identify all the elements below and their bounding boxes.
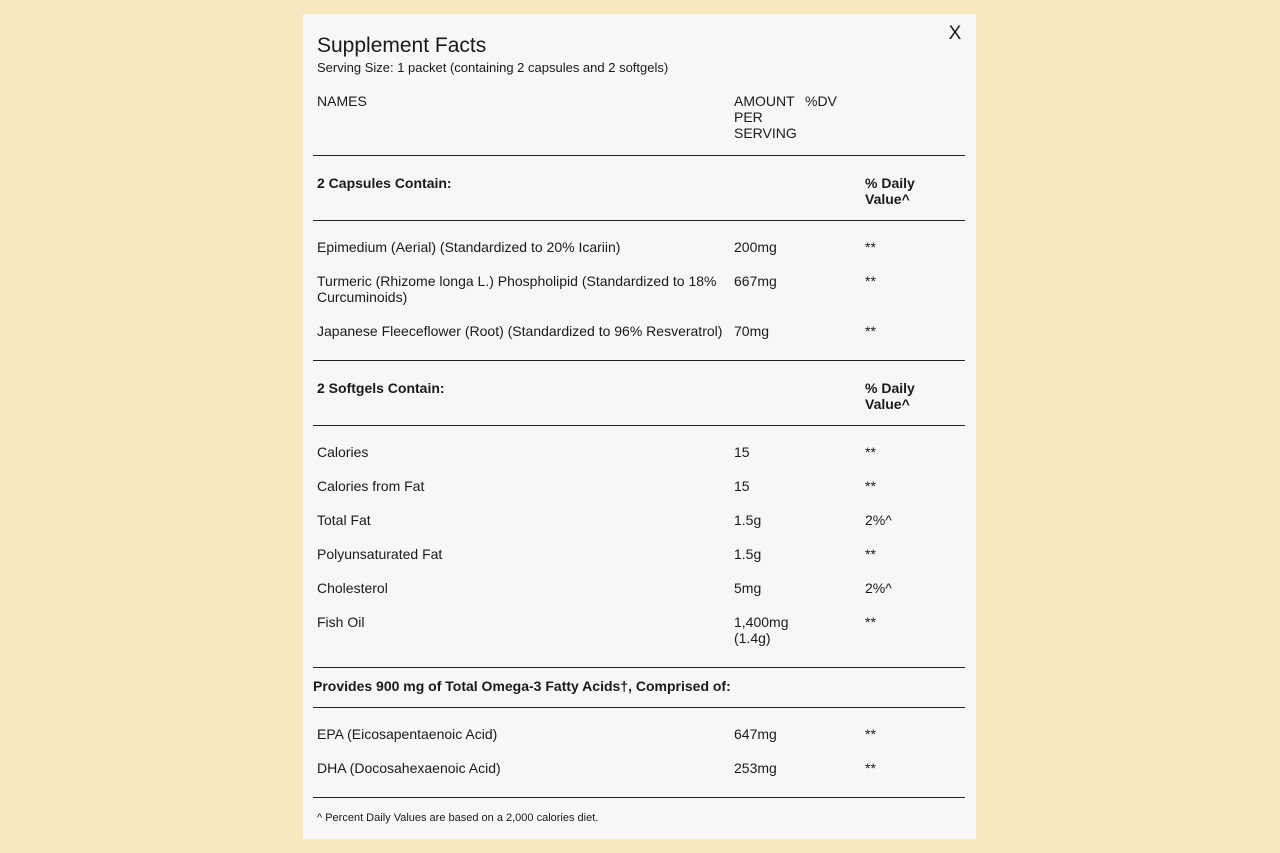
ingredient-name: Total Fat — [317, 512, 371, 528]
table-row — [313, 323, 965, 339]
ingredient-amount: 667mg — [734, 273, 777, 289]
ingredient-name: Epimedium (Aerial) (Standardized to 20% Icariin) — [317, 239, 621, 255]
ingredient-name: Cholesterol — [317, 580, 388, 596]
ingredient-dv: ** — [865, 614, 876, 630]
section-title: 2 Capsules Contain: — [317, 175, 452, 191]
table-row — [313, 273, 965, 305]
section-dv-heading: % Daily Value^ — [865, 175, 915, 207]
ingredient-amount: 1.5g — [734, 512, 762, 528]
table-row — [313, 726, 965, 742]
table-row — [313, 760, 965, 776]
ingredient-dv: ** — [865, 323, 876, 339]
ingredient-name: Turmeric (Rhizome longa L.) Phospholipid (Standardized to 18% Curcuminoids) — [317, 273, 717, 305]
ingredient-amount: 15 — [734, 444, 750, 460]
table-row — [313, 444, 965, 460]
ingredient-dv: ** — [865, 478, 876, 494]
footnote: ^ Percent Daily Values are based on a 2,000 calories diet. — [317, 812, 599, 824]
supplement-facts-modal — [303, 14, 976, 839]
ingredient-amount: 70mg — [734, 323, 770, 339]
table-row — [313, 512, 965, 528]
ingredient-name: Calories from Fat — [317, 478, 425, 494]
ingredient-name: Polyunsaturated Fat — [317, 546, 443, 562]
ingredient-dv: ** — [865, 273, 876, 289]
ingredient-amount: 5mg — [734, 580, 762, 596]
column-header-names: NAMES — [317, 93, 367, 109]
section-header-omega3: Provides 900 mg of Total Omega-3 Fatty Acids†, Comprised of: — [313, 668, 965, 708]
table-row — [313, 546, 965, 562]
ingredient-amount: 253mg — [734, 760, 777, 776]
ingredient-amount: 1,400mg (1.4g) — [734, 614, 789, 646]
ingredient-amount: 647mg — [734, 726, 777, 742]
ingredient-name: EPA (Eicosapentaenoic Acid) — [317, 726, 498, 742]
table-row — [313, 614, 965, 646]
ingredient-name: Japanese Fleeceflower (Root) (Standardized to 96% Resveratrol) — [317, 323, 723, 339]
column-header-dv: %DV — [805, 93, 837, 109]
section-dv-heading: % Daily Value^ — [865, 380, 915, 412]
table-row — [313, 478, 965, 494]
ingredient-dv: 2%^ — [865, 580, 892, 596]
ingredient-name: Fish Oil — [317, 614, 365, 630]
table-header-row — [313, 93, 965, 156]
ingredient-dv: 2%^ — [865, 512, 892, 528]
ingredient-amount: 200mg — [734, 239, 777, 255]
facts-table — [313, 93, 965, 798]
ingredient-dv: ** — [865, 444, 876, 460]
ingredient-dv: ** — [865, 760, 876, 776]
ingredient-amount: 15 — [734, 478, 750, 494]
ingredient-name: DHA (Docosahexaenoic Acid) — [317, 760, 501, 776]
ingredient-dv: ** — [865, 726, 876, 742]
capsules-rows — [313, 221, 965, 361]
ingredient-name: Calories — [317, 444, 369, 460]
ingredient-dv: ** — [865, 546, 876, 562]
close-button[interactable]: X — [948, 23, 962, 44]
section-title: 2 Softgels Contain: — [317, 380, 445, 396]
section-header-capsules — [313, 156, 965, 221]
modal-title: Supplement Facts — [317, 34, 487, 57]
table-row — [313, 239, 965, 255]
column-header-amount: AMOUNT PER SERVING — [734, 93, 797, 141]
ingredient-amount: 1.5g — [734, 546, 762, 562]
softgels-rows — [313, 426, 965, 668]
serving-size: Serving Size: 1 packet (containing 2 capsules and 2 softgels) — [317, 60, 669, 75]
ingredient-dv: ** — [865, 239, 876, 255]
section-header-softgels — [313, 361, 965, 426]
table-row — [313, 580, 965, 596]
omega3-rows — [313, 708, 965, 798]
